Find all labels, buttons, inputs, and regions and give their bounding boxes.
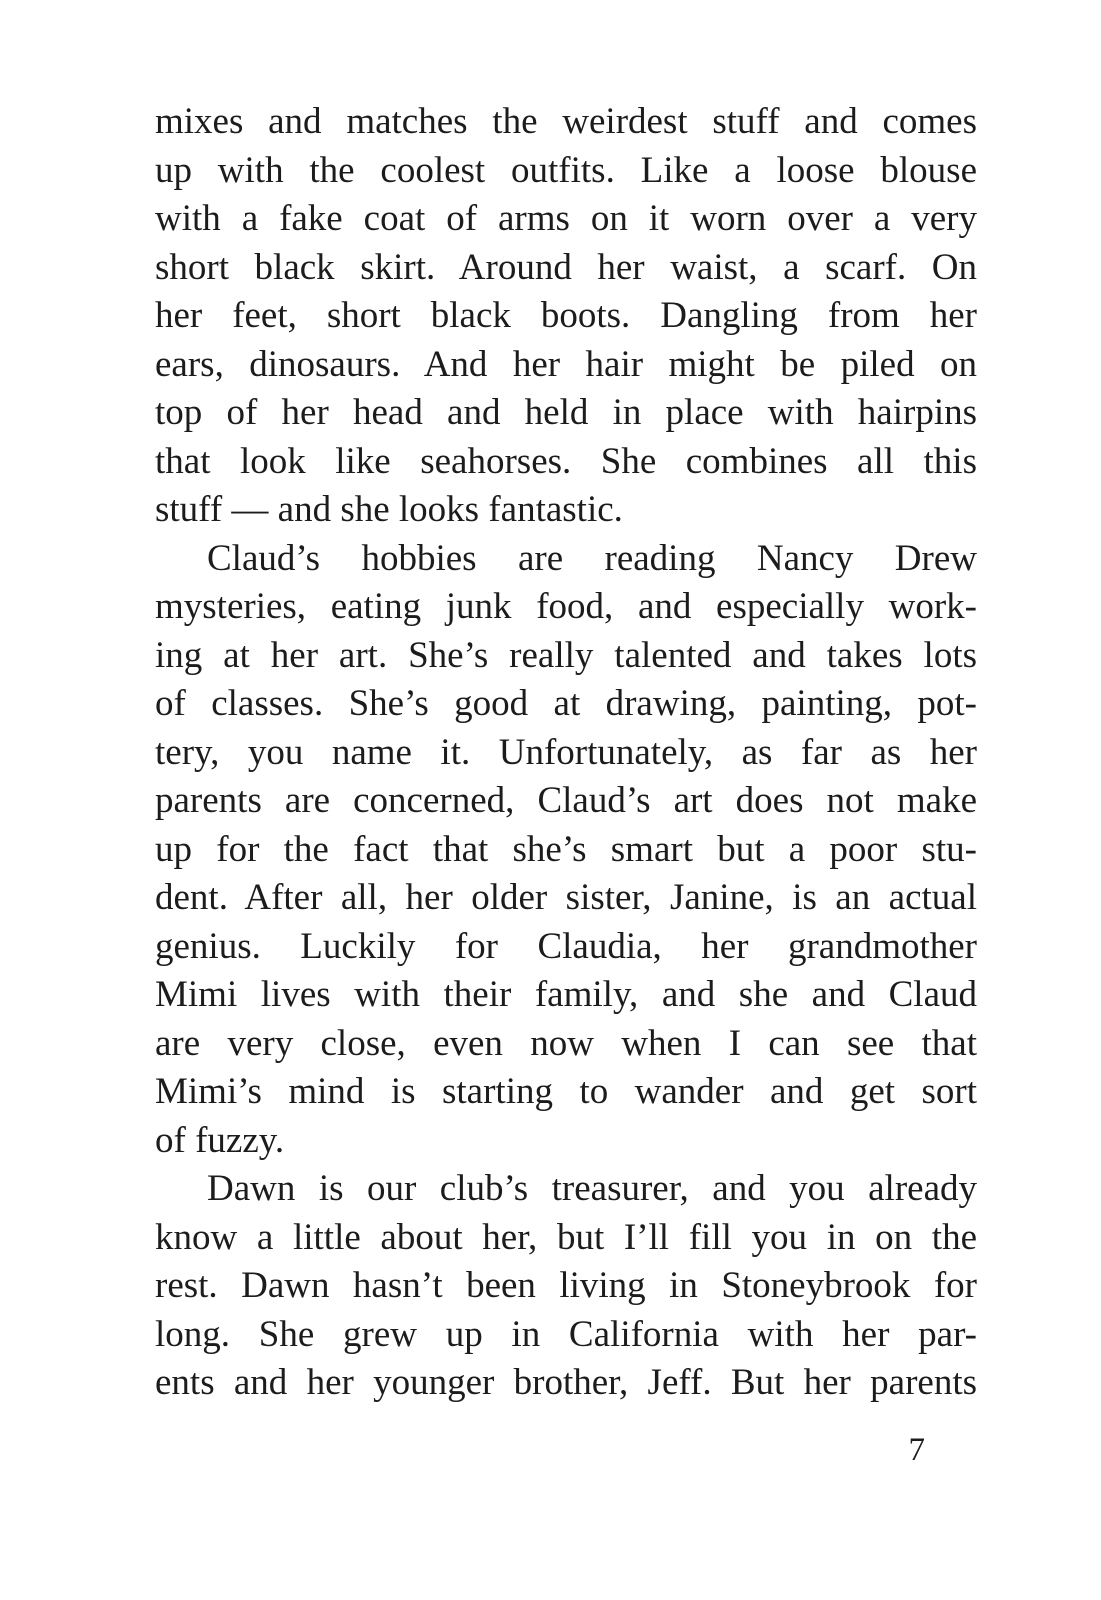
text-line: genius. Luckily for Claudia, her grandmother (155, 925, 977, 967)
text-line: of fuzzy. (155, 1119, 285, 1161)
text-line: ents and her younger brother, Jeff. But her parents (155, 1362, 977, 1403)
text-line: her feet, short black boots. Dangling from her (155, 295, 977, 336)
text-line: mixes and matches the weirdest stuff and comes (155, 101, 977, 142)
body-text (155, 98, 977, 1408)
text-line: stuff — and she looks fantastic. (155, 489, 623, 530)
text-line: Claud’s hobbies are reading Nancy Drew (207, 537, 977, 579)
text-line: up with the coolest outfits. Like a loose blouse (155, 149, 977, 191)
text-line: rest. Dawn hasn’t been living in Stoneybrook for (155, 1265, 977, 1306)
text-line: ears, dinosaurs. And her hair might be piled on (155, 343, 977, 385)
text-line: long. She grew up in California with her par- (155, 1313, 977, 1355)
text-line: Mimi lives with their family, and she and Claud (155, 974, 977, 1015)
text-line: dent. After all, her older sister, Janine, is an actual (155, 877, 977, 918)
text-line: ing at her art. She’s really talented and takes lots (155, 634, 977, 676)
page-number: 7 (908, 1432, 925, 1468)
text-line: Dawn is our club’s treasurer, and you already (207, 1168, 977, 1209)
text-line: tery, you name it. Unfortunately, as far as her (155, 731, 977, 773)
text-line: mysteries, eating junk food, and especially work- (155, 586, 977, 627)
text-line: that look like seahorses. She combines all this (155, 440, 977, 482)
text-line: know a little about her, but I’ll fill you in on the (155, 1216, 977, 1258)
text-line: up for the fact that she’s smart but a poor stu- (155, 828, 977, 870)
text-line: parents are concerned, Claud’s art does not make (155, 780, 977, 821)
text-line: short black skirt. Around her waist, a scarf. On (155, 246, 977, 288)
text-line: top of her head and held in place with hairpins (155, 392, 977, 433)
text-line: of classes. She’s good at drawing, painting, pot- (155, 683, 977, 724)
text-line: with a fake coat of arms on it worn over a very (155, 198, 977, 239)
text-line: are very close, even now when I can see that (155, 1022, 977, 1064)
text-line: Mimi’s mind is starting to wander and get sort (155, 1071, 977, 1112)
